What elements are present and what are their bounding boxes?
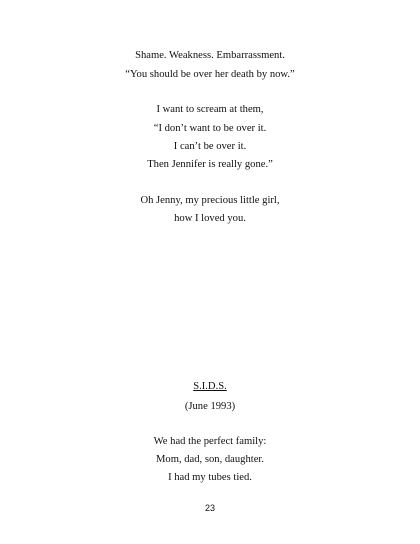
poem-line: We had the perfect family:: [153, 436, 267, 447]
poem-line: Mom, dad, son, daughter.: [156, 454, 264, 465]
poem-date: (June 1993): [184, 401, 236, 412]
poem-line: how I loved you.: [174, 213, 246, 224]
poem-title: S.I.D.S.: [193, 381, 227, 392]
poem-line: “I don’t want to be over it.: [153, 123, 267, 134]
page-number: 23: [204, 503, 215, 513]
poem-line: I want to scream at them,: [156, 104, 264, 115]
poem-line: I had my tubes tied.: [168, 472, 252, 483]
poem-line: Then Jennifer is really gone.”: [147, 159, 273, 170]
poem-line: “You should be over her death by now.”: [125, 69, 295, 80]
poem-line: I can’t be over it.: [173, 141, 247, 152]
poem-line: Oh Jenny, my precious little girl,: [140, 195, 280, 206]
poem-line: Shame. Weakness. Embarrassment.: [135, 50, 285, 61]
